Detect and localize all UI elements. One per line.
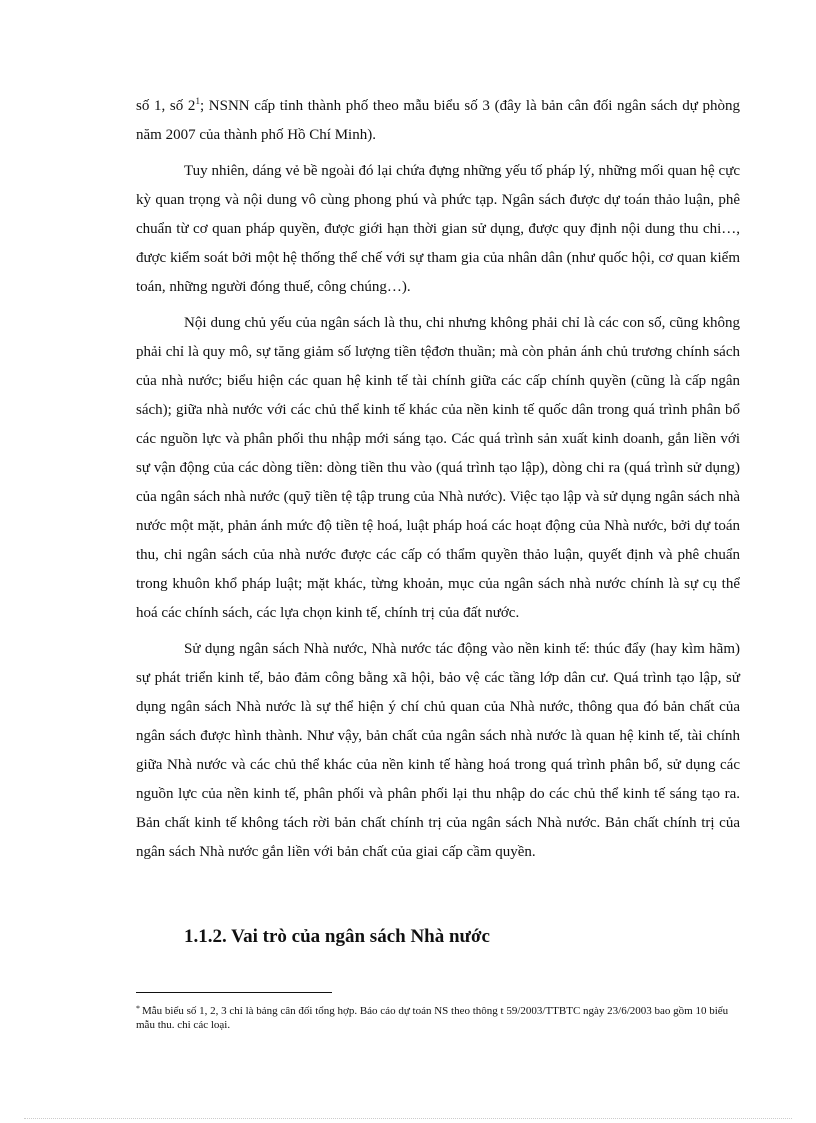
body-text bbox=[136, 92, 740, 874]
paragraph-1-text-b: ; NSNN cấp tỉnh thành phố theo mẫu biểu số 3 (đây là bản cân đối ngân sách dự phòng năm 2007 của thành phố Hồ Chí Minh). bbox=[136, 98, 740, 143]
paragraph-1 bbox=[136, 92, 740, 150]
paragraph-4: Sử dụng ngân sách Nhà nước, Nhà nước tác động vào nền kinh tế: thúc đẩy (hay kìm hãm) sự phát triển kinh tế, bảo đảm công bằng xã hội, bảo vệ các tầng lớp dân cư. Quá trình tạo lập, sử dụng ngân sách Nhà nước là sự thể hiện ý chí chủ quan của Nhà nước, thông qua đó bản chất của ngân sách được hình thành. Như vậy, bản chất của ngân sách nhà nước là quan hệ kinh tế, tài chính giữa Nhà nước và các chủ thể khác của nền kinh tế hàng hoá trong quá trình phân bổ, sử dụng các nguồn lực của nền kinh tế, phân phối và phân phối lại thu nhập do các chủ thể kinh tế sáng tạo ra. Bản chất kinh tế không tách rời bản chất chính trị của ngân sách Nhà nước. Bản chất chính trị của ngân sách Nhà nước gắn liền với bản chất của giai cấp cầm quyền. bbox=[136, 641, 740, 860]
paragraph-1-text-a: số 1, số 2 bbox=[136, 98, 196, 114]
paragraph-2: Tuy nhiên, dáng vẻ bề ngoài đó lại chứa đựng những yếu tố pháp lý, những mối quan hệ cực kỳ quan trọng và nội dung vô cùng phong phú và phức tạp. Ngân sách được dự toán thảo luận, phê chuẩn từ cơ quan pháp quyền, được giới hạn thời gian sử dụng, được quy định nội dung thu chi…, được kiểm soát bởi một hệ thống thể chế với sự tham gia của nhân dân (như quốc hội, cơ quan kiểm toán, những người đóng thuế, công chúng…). bbox=[136, 163, 740, 295]
footnote-separator bbox=[136, 992, 332, 993]
page-bottom-edge bbox=[24, 1118, 792, 1119]
footnote-reference[interactable]: 1 bbox=[195, 96, 200, 106]
footnote bbox=[136, 1002, 740, 1032]
footnote-text: Mẫu biểu số 1, 2, 3 chỉ là bảng cân đối tổng hợp. Báo cáo dự toán NS theo thông t 59/2003/TTBTC ngày 23/6/2003 bao gồm 10 biểu mẫu thu. chi các loại. bbox=[136, 1005, 729, 1031]
paragraph-3: Nội dung chủ yếu của ngân sách là thu, chi nhưng không phải chỉ là các con số, cũng không phải chỉ là quy mô, sự tăng giảm số lượng tiền tệđơn thuần; mà còn phản ánh chủ trương chính sách của nhà nước; biểu hiện các quan hệ kinh tế tài chính giữa các cấp chính quyền (cũng là cấp ngân sách); giữa nhà nước với các chủ thể kinh tế khác của nền kinh tế quốc dân trong quá trình phân bổ các nguồn lực và phân phối thu nhập mới sáng tạo. Các quá trình sản xuất kinh doanh, gắn liền với sự vận động của các dòng tiền: dòng tiền thu vào (quá trình tạo lập), dòng chi ra (quá trình sử dụng) của ngân sách nhà nước (quỹ tiền tệ tập trung của Nhà nước). Việc tạo lập và sử dụng ngân sách nhà nước một mặt, phản ánh mức độ tiền tệ hoá, luật pháp hoá các hoạt động của Nhà nước, bởi dự toán thu, chi ngân sách của nhà nước được các cấp có thẩm quyền thảo luận, quyết định và phê chuẩn trong khuôn khổ pháp luật; mặt khác, từng khoản, mục của ngân sách nhà nước chính là sự cụ thể hoá các chính sách, các lựa chọn kinh tế, chính trị của đất nước. bbox=[136, 315, 740, 621]
footnote-mark: * bbox=[136, 1004, 140, 1013]
section-heading: 1.1.2. Vai trò của ngân sách Nhà nước bbox=[184, 926, 490, 947]
